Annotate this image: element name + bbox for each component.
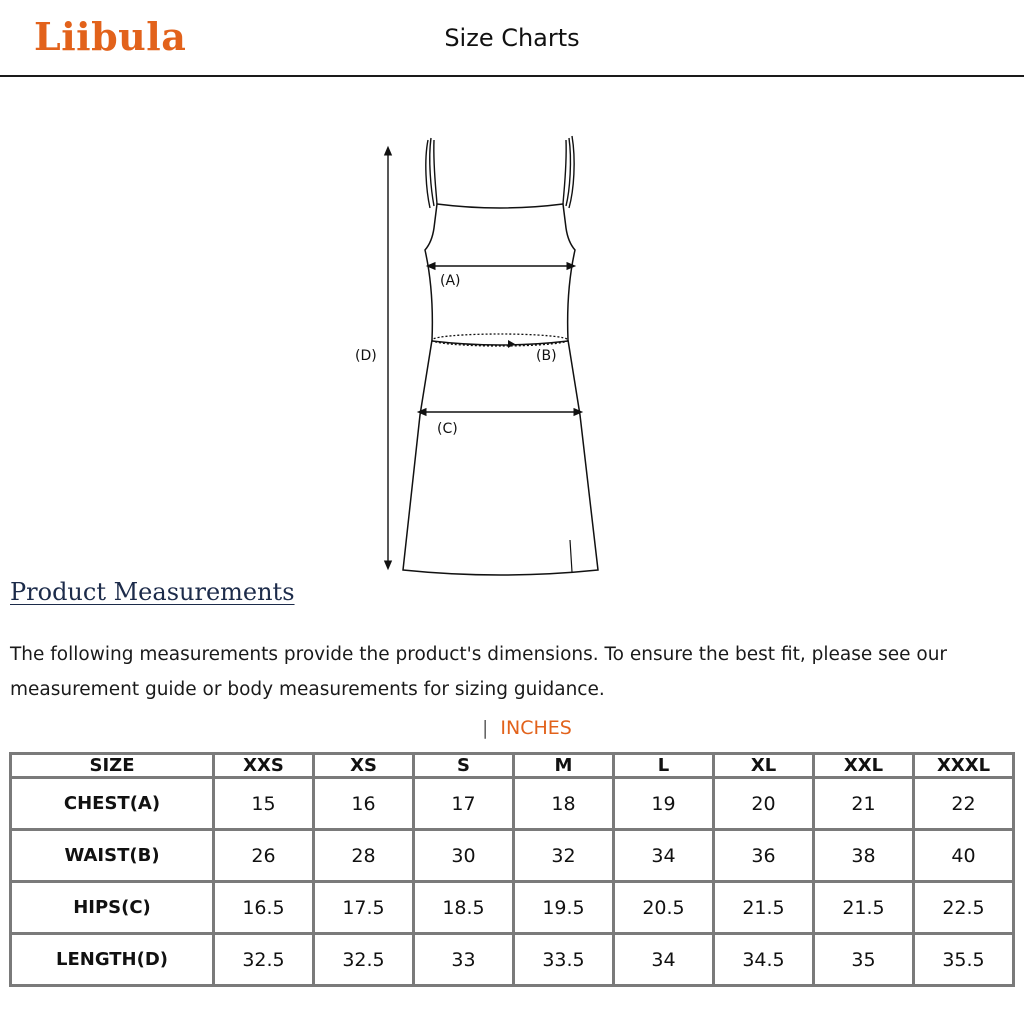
table-cell: 16.5 (214, 882, 314, 934)
dress-straps (426, 136, 574, 208)
table-row-waist (11, 830, 1014, 882)
table-cell: 19 (614, 778, 714, 830)
table-cell: 18 (514, 778, 614, 830)
table-header-row (11, 754, 1014, 778)
table-cell: 34 (614, 934, 714, 986)
table-cell: 32 (514, 830, 614, 882)
header-xxl: XXL (814, 754, 914, 778)
label-a: (A) (440, 273, 461, 289)
dress-slit (570, 540, 572, 572)
table-cell: 40 (914, 830, 1014, 882)
table-cell: 33 (414, 934, 514, 986)
row-label: WAIST(B) (11, 830, 214, 882)
table-cell: 36 (714, 830, 814, 882)
row-label: CHEST(A) (11, 778, 214, 830)
units-separator: | (482, 717, 489, 739)
header-l: L (614, 754, 714, 778)
header-xxs: XXS (214, 754, 314, 778)
table-cell: 18.5 (414, 882, 514, 934)
table-cell: 32.5 (214, 934, 314, 986)
table-cell: 38 (814, 830, 914, 882)
header-xs: XS (314, 754, 414, 778)
table-cell: 20.5 (614, 882, 714, 934)
size-chart-table (9, 752, 1015, 987)
row-label: HIPS(C) (11, 882, 214, 934)
table-cell: 35 (814, 934, 914, 986)
table-cell: 17 (414, 778, 514, 830)
table-cell: 32.5 (314, 934, 414, 986)
row-label: LENGTH(D) (11, 934, 214, 986)
table-row-hips (11, 882, 1014, 934)
table-cell: 21.5 (814, 882, 914, 934)
waist-measure-ellipse (432, 334, 568, 346)
header (0, 0, 1024, 77)
table-cell: 33.5 (514, 934, 614, 986)
table-cell: 16 (314, 778, 414, 830)
section-title: Product Measurements (10, 578, 295, 606)
units-indicator (482, 717, 572, 739)
header-m: M (514, 754, 614, 778)
table-cell: 22 (914, 778, 1014, 830)
section-description: The following measurements provide the product's dimensions. To ensure the best fit, please see our measurement guide or body measurements for sizing guidance. (10, 644, 948, 700)
table-cell: 22.5 (914, 882, 1014, 934)
brand-logo[interactable]: Liibula (34, 14, 187, 59)
header-xl: XL (714, 754, 814, 778)
units-inches-tab[interactable]: INCHES (500, 717, 572, 739)
dress-outline (403, 204, 598, 575)
header-size: SIZE (11, 754, 214, 778)
table-cell: 35.5 (914, 934, 1014, 986)
table-cell: 21 (814, 778, 914, 830)
table-cell: 20 (714, 778, 814, 830)
table-cell: 34 (614, 830, 714, 882)
table-cell: 17.5 (314, 882, 414, 934)
table-cell: 34.5 (714, 934, 814, 986)
table-cell: 30 (414, 830, 514, 882)
header-s: S (414, 754, 514, 778)
table-cell: 21.5 (714, 882, 814, 934)
table-cell: 15 (214, 778, 314, 830)
label-c: (C) (437, 421, 458, 437)
table-cell: 28 (314, 830, 414, 882)
label-b: (B) (536, 348, 557, 364)
table-cell: 19.5 (514, 882, 614, 934)
table-cell: 26 (214, 830, 314, 882)
table-row-length (11, 934, 1014, 986)
page-title: Size Charts (444, 24, 580, 52)
header-xxxl: XXXL (914, 754, 1014, 778)
label-d: (D) (355, 348, 377, 364)
table-row-chest (11, 778, 1014, 830)
